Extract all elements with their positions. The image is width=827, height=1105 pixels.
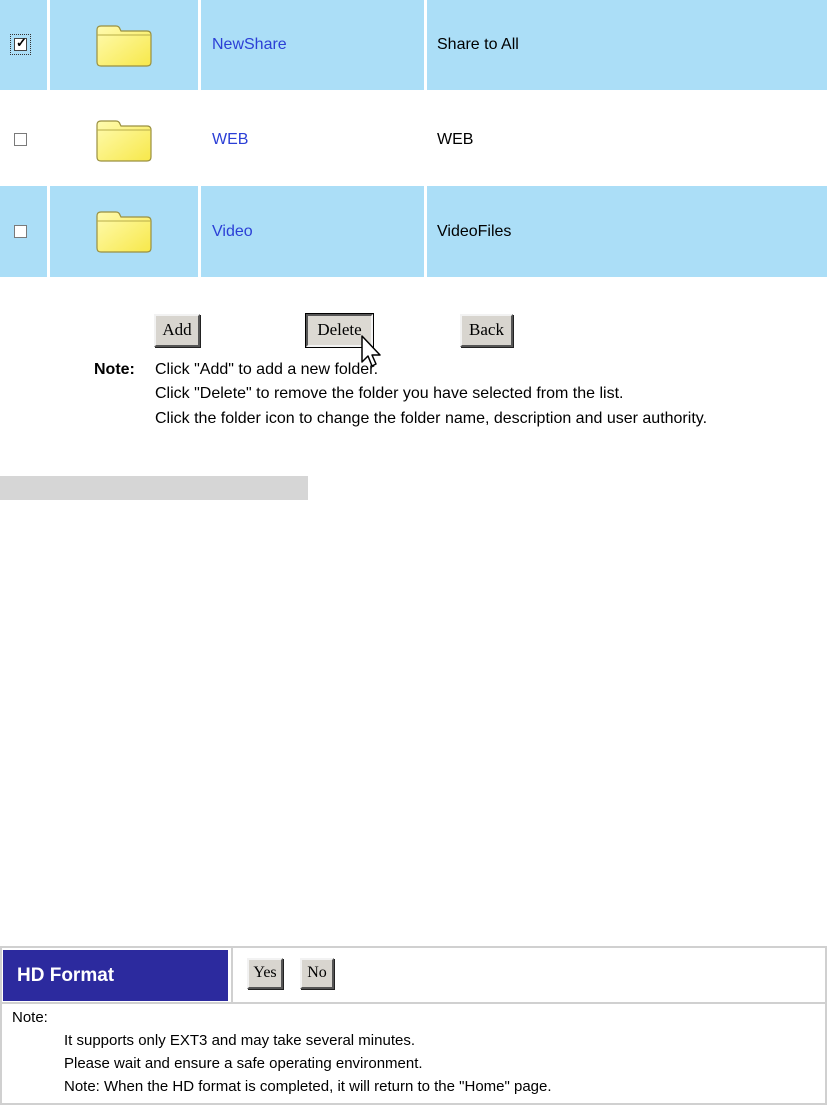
folder-description: Share to All (437, 36, 519, 53)
cell-divider (2, 1002, 825, 1004)
folder-name-link[interactable]: Video (212, 223, 253, 240)
table-row (0, 186, 827, 277)
folder-name-link[interactable]: WEB (212, 131, 249, 148)
checkmark-icon: ✓ (16, 35, 27, 50)
table-row (0, 90, 827, 186)
column-divider (198, 0, 201, 90)
column-divider (47, 0, 50, 90)
note-line: Click the folder icon to change the folder name, description and user authority. (155, 410, 708, 427)
column-divider (198, 186, 201, 277)
folder-description: VideoFiles (437, 223, 512, 240)
hd-note-line: Note: When the HD format is completed, it will return to the "Home" page. (64, 1078, 552, 1095)
column-divider (424, 186, 427, 277)
hd-format-panel (0, 946, 827, 1105)
no-button[interactable]: No (300, 958, 334, 989)
cell-divider (231, 948, 233, 1002)
delete-button[interactable]: Delete (306, 314, 373, 347)
hd-note-line: Please wait and ensure a safe operating environment. (64, 1055, 423, 1072)
row-checkbox[interactable] (14, 35, 27, 51)
add-button[interactable]: Add (154, 314, 200, 347)
folder-icon[interactable] (94, 208, 154, 254)
folder-table (0, 0, 827, 277)
section-divider-bar (0, 476, 308, 500)
note-line: Click "Add" to add a new folder. (155, 361, 379, 378)
yes-button[interactable]: Yes (247, 958, 283, 989)
hd-format-label: HD Format (3, 950, 228, 1001)
folder-name-link[interactable]: NewShare (212, 36, 287, 53)
row-checkbox[interactable] (14, 225, 27, 238)
hd-note-line: It supports only EXT3 and may take several minutes. (64, 1032, 415, 1049)
back-button[interactable]: Back (460, 314, 513, 347)
hd-note-label: Note: (12, 1009, 48, 1026)
note-line: Click "Delete" to remove the folder you have selected from the list. (155, 385, 624, 402)
row-checkbox[interactable] (14, 133, 27, 146)
folder-icon[interactable] (94, 117, 154, 163)
table-row (0, 0, 827, 90)
folder-description: WEB (437, 131, 474, 148)
folder-icon[interactable] (94, 22, 154, 68)
column-divider (424, 0, 427, 90)
column-divider (47, 186, 50, 277)
note-label: Note: (94, 361, 135, 378)
